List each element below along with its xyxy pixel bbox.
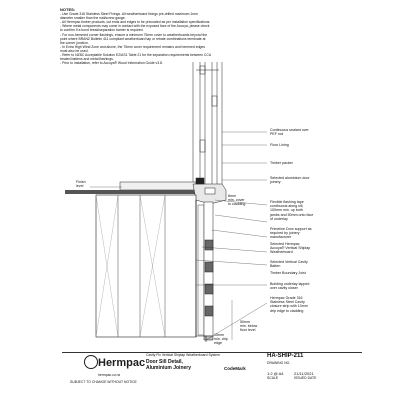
floor-slab-edge	[65, 190, 196, 194]
door-joinery-frame	[193, 62, 222, 185]
note-line: the corner junction.	[60, 40, 89, 45]
note-line: - Refer to NZBC Acceptable Solution E2/AS1 Table 21 for the separation requirements between CCA	[60, 53, 212, 58]
timber-boundary-joist	[96, 195, 196, 337]
system-name: Cavity Fix Vertical Shiplap Weatherboard System	[146, 353, 220, 357]
floor-lining	[120, 182, 196, 190]
label-sealant: Continuous sealant over PEF rod	[270, 128, 309, 137]
title-block	[62, 352, 362, 393]
note-line: - Use Grade 316 Stainless Steel Fixings. All weatherboard fixings pre-drilled maximum 1mm	[60, 12, 198, 17]
issued-date-caption: ISSUED DATE	[294, 376, 317, 380]
drawing-number-caption: DRAWING NO.	[267, 361, 291, 365]
scale-value: 1:2 @ A4	[267, 371, 284, 376]
note-line: - Prior to installation, refer to Accoya® Wood Information Guide v3.8.	[60, 61, 163, 66]
label-floor-lining: Floor Lining	[270, 143, 289, 147]
label-door-joinery: Selected aluminium door joinery	[270, 176, 310, 185]
note-line: treated battens and metal flashings.	[60, 57, 114, 62]
brand-website: hermpac.co.nz	[98, 373, 121, 377]
label-finish-level: Finish level	[76, 180, 86, 189]
subject-to-change: SUBJECT TO CHANGE WITHOUT NOTICE	[70, 380, 137, 384]
label-boundary-joist: Timber Boundary Joist	[270, 271, 306, 275]
issued-date: 21/11/2021	[294, 371, 314, 376]
note-line: - In Extra High Wind Zone and above, the 75mm cover requirement remains and hemmed edges	[60, 44, 205, 49]
label-underlay: Building underlay lapped over cavity closer	[270, 282, 310, 291]
drawing-title: Door Sill Detail, Aluminium Joinery	[146, 359, 192, 371]
note-line: must also be used.	[60, 48, 89, 53]
note-line: point where BRANZ Bulletin 411 compliant weatherboard tap or rebate combinations terminate at	[60, 36, 206, 41]
label-cover: 8mm min. cover to cladding	[228, 194, 246, 207]
label-cavity-closure: Hermpac Grade 316 Stainless Steel Cavity closure strip with 10mm drip edge to cladding	[270, 296, 308, 313]
label-weatherboard: Selected Hermpac Accoya® Vertical Shiplap Weatherboard	[270, 242, 311, 255]
scale-caption: SCALE	[267, 376, 279, 380]
note-line: diameter smaller than the nail/screw gauge.	[60, 16, 126, 21]
note-line: - Where metal components may come in contact with the exposed face of the Accoya, please check	[60, 24, 210, 29]
label-flashing-tape: Flexible flashing tape continuous along sill, 100mm min. up both jambs and 50mm onto face of underlay	[270, 200, 314, 221]
aluminium-sill-section	[193, 178, 226, 204]
note-line: to confirm if a bond break/separation barrier is required.	[60, 28, 144, 33]
note-line: - All Hermpac timber products, cut ends and edges to be precoated as per installation specifications.	[60, 20, 211, 25]
note-line: - For non-hemmed corner flashings, ensure a minimum 75mm cover to weatherboards beyond the	[60, 32, 208, 37]
cavity-batten	[198, 205, 204, 335]
codemark-logo: CodeMark	[224, 366, 246, 371]
label-drip-edge: 15mm min. drip edge	[214, 333, 228, 346]
label-below-floor: 50mm min. below floor level	[240, 320, 258, 333]
drawing-number: HA-SHIP-211	[267, 353, 304, 359]
notes-title: NOTES:	[60, 8, 76, 12]
label-timber-packer: Timber packer	[270, 161, 293, 165]
label-cavity-batten: Selected Vertical Cavity Batten	[270, 260, 308, 269]
brand-name: Hermpac	[98, 357, 146, 369]
hermpac-logo-icon	[84, 355, 98, 369]
label-door-support: Primeline Door support as required by joinery manufacturer	[270, 227, 312, 240]
shiplap-weatherboard	[204, 202, 213, 340]
